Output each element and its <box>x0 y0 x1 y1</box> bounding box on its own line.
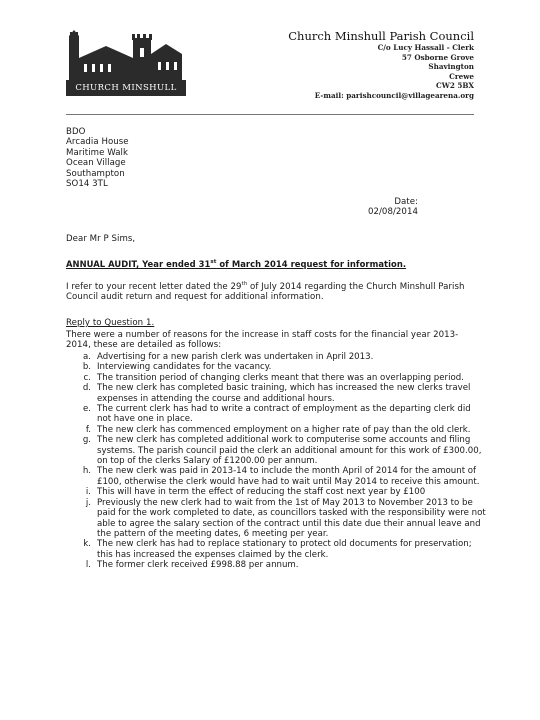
item-letter: d. <box>82 383 91 394</box>
reasons-list <box>66 352 486 571</box>
intro-text-end: of July 2014 regarding the Church Minshull Parish Council audit return and request for additional information. <box>66 282 465 303</box>
item-letter: k. <box>83 539 91 550</box>
recipient-address <box>66 127 129 189</box>
item-text: The former clerk received £998.88 per annum. <box>97 560 299 571</box>
item-text: This will have in term the effect of reducing the staff cost next year by £100 <box>97 487 426 498</box>
recipient-line: SO14 3TL <box>66 179 108 190</box>
council-name: Church Minshull Parish Council <box>288 29 474 43</box>
council-address-line: Shavington <box>428 62 474 72</box>
date-label: Date: <box>394 197 418 207</box>
item-text: The current clerk has had to write a contract of employment as the departing clerk did not have one in place. <box>97 404 471 425</box>
item-letter: a. <box>83 352 91 362</box>
item-text: The new clerk has completed basic training, which has increased the new clerks travel expenses in attending the course and additional hours. <box>97 383 471 404</box>
subject-text-end: of March 2014 request for information. <box>216 259 407 269</box>
item-letter: e. <box>82 404 91 415</box>
item-letter: l. <box>85 560 91 571</box>
list-item <box>66 560 486 570</box>
council-address-line: Crewe <box>449 71 474 81</box>
list-item <box>66 466 486 487</box>
list-item <box>66 362 486 372</box>
item-text: Previously the new clerk had to wait from the 1st of May 2013 to November 2013 to be paid for the work completed to date, as councillors tasked with the responsibility were not able to agree the salary section of the contract until this date due their annual leave and the pattern of the meeting dates, 6 meeting per year. <box>97 497 486 539</box>
item-text: The new clerk has commenced employment on a higher rate of pay than the old clerk. <box>97 424 471 435</box>
question-intro: There were a number of reasons for the increase in staff costs for the financial year 2013-2014, these are detailed as follows: <box>66 330 459 351</box>
list-item <box>66 352 486 362</box>
list-item <box>66 498 486 540</box>
item-text: The new clerk has completed additional work to computerise some accounts and filing systems. The parish council paid the clerk an additional amount for this work of £300.00, on top of the clerks Salary of £1200.00 per annum. <box>97 435 482 467</box>
list-item <box>66 383 486 404</box>
item-letter: i. <box>85 487 91 498</box>
subject-line <box>66 259 406 269</box>
item-letter: g. <box>82 435 91 446</box>
date-block <box>362 197 418 218</box>
item-text: Interviewing candidates for the vacancy. <box>97 362 272 373</box>
item-letter: c. <box>83 372 91 383</box>
recipient-line: Southampton <box>66 168 125 179</box>
logo-text: CHURCH MINSHULL <box>75 83 177 93</box>
intro-sup: th <box>241 281 248 288</box>
intro-text: I refer to your recent letter dated the 29 <box>66 282 242 292</box>
recipient-line: Maritime Walk <box>66 147 128 158</box>
church-silhouette-icon <box>66 28 186 82</box>
recipient-line: Ocean Village <box>66 158 126 169</box>
church-logo <box>66 28 186 94</box>
council-address-line: CW2 5BX <box>436 81 474 91</box>
item-text: The new clerk was paid in 2013-14 to include the month April of 2014 for the amount of £100, otherwise the clerk would have had to wait until May 2014 to receive this amount. <box>97 466 480 487</box>
item-letter: f. <box>85 424 91 435</box>
list-item <box>66 487 486 497</box>
item-letter: j. <box>85 497 91 508</box>
council-address-line: C/o Lucy Hassall - Clerk <box>377 43 474 52</box>
subject-text: ANNUAL AUDIT, Year ended 31 <box>66 259 211 269</box>
council-header <box>288 29 474 101</box>
intro-paragraph <box>66 282 486 303</box>
list-item <box>66 425 486 435</box>
list-item <box>66 373 486 383</box>
list-item <box>66 435 486 466</box>
list-item <box>66 404 486 425</box>
council-address-line: 57 Osborne Grove <box>401 52 474 62</box>
date-value: 02/08/2014 <box>367 207 418 218</box>
list-item <box>66 539 486 560</box>
salutation: Dear Mr P Sims, <box>66 234 136 244</box>
item-letter: b. <box>82 362 91 373</box>
council-email: E-mail: parishcouncil@villagearena.org <box>314 90 474 100</box>
question-heading: Reply to Question 1. <box>66 318 155 328</box>
header-divider <box>66 114 474 115</box>
subject-sup: st <box>210 259 217 266</box>
item-text: Advertising for a new parish clerk was undertaken in April 2013. <box>97 352 374 362</box>
recipient-line: Arcadia House <box>66 137 129 148</box>
item-text: The new clerk has had to replace stationary to protect old documents for preservation; this has increased the expenses claimed by the clerk. <box>97 539 472 560</box>
item-letter: h. <box>82 466 91 477</box>
item-text: The transition period of changing clerks meant that there was an overlapping period. <box>97 372 464 383</box>
recipient-line: BDO <box>66 127 86 137</box>
